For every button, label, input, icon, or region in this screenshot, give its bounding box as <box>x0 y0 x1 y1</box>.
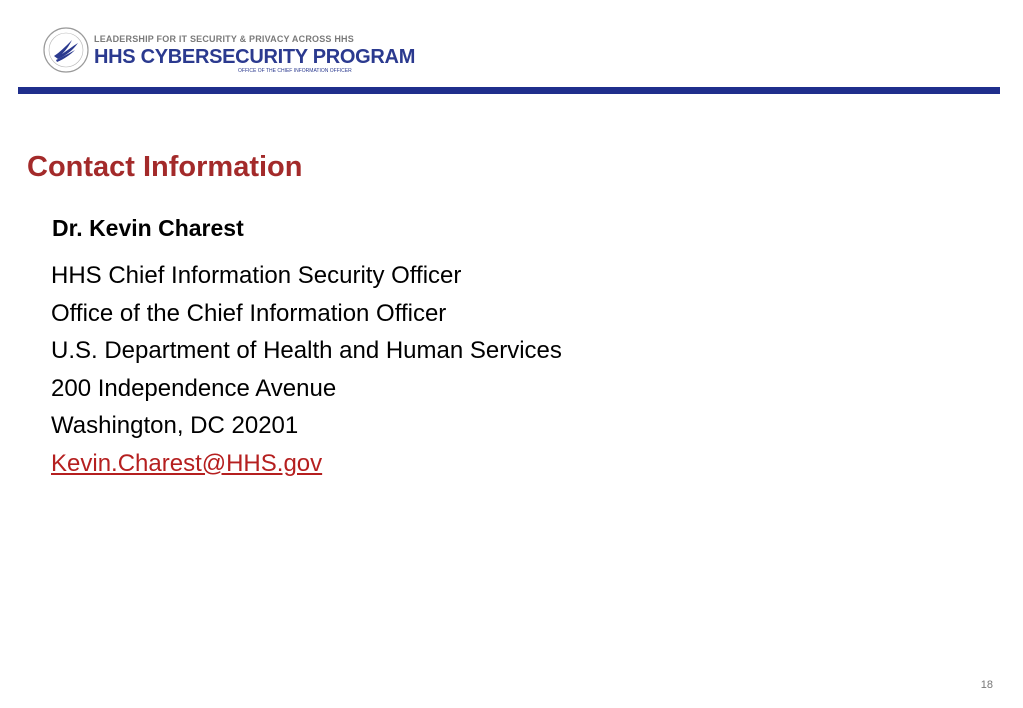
contact-street-line: 200 Independence Avenue <box>51 374 337 402</box>
logo-program-name: HHS CYBERSECURITY PROGRAM <box>94 46 416 68</box>
logo-tagline: LEADERSHIP FOR IT SECURITY & PRIVACY ACROSS HHS <box>94 34 354 44</box>
contact-address <box>51 257 562 482</box>
hhs-seal-icon <box>42 26 90 74</box>
hhs-cybersecurity-logo <box>38 24 416 80</box>
contact-department-line: U.S. Department of Health and Human Services <box>51 337 562 364</box>
header-divider <box>18 87 1000 94</box>
contact-title-line: HHS Chief Information Security Officer <box>51 262 462 289</box>
slide-title: Contact Information <box>27 151 303 183</box>
contact-city-line: Washington, DC 20201 <box>51 412 299 439</box>
logo-office-name: OFFICE OF THE CHIEF INFORMATION OFFICER <box>238 68 352 74</box>
contact-email-link[interactable]: Kevin.Charest@HHS.gov <box>51 449 323 477</box>
contact-name: Dr. Kevin Charest <box>52 215 244 241</box>
contact-office-line: Office of the Chief Information Officer <box>51 299 447 327</box>
page-number: 18 <box>980 679 993 691</box>
